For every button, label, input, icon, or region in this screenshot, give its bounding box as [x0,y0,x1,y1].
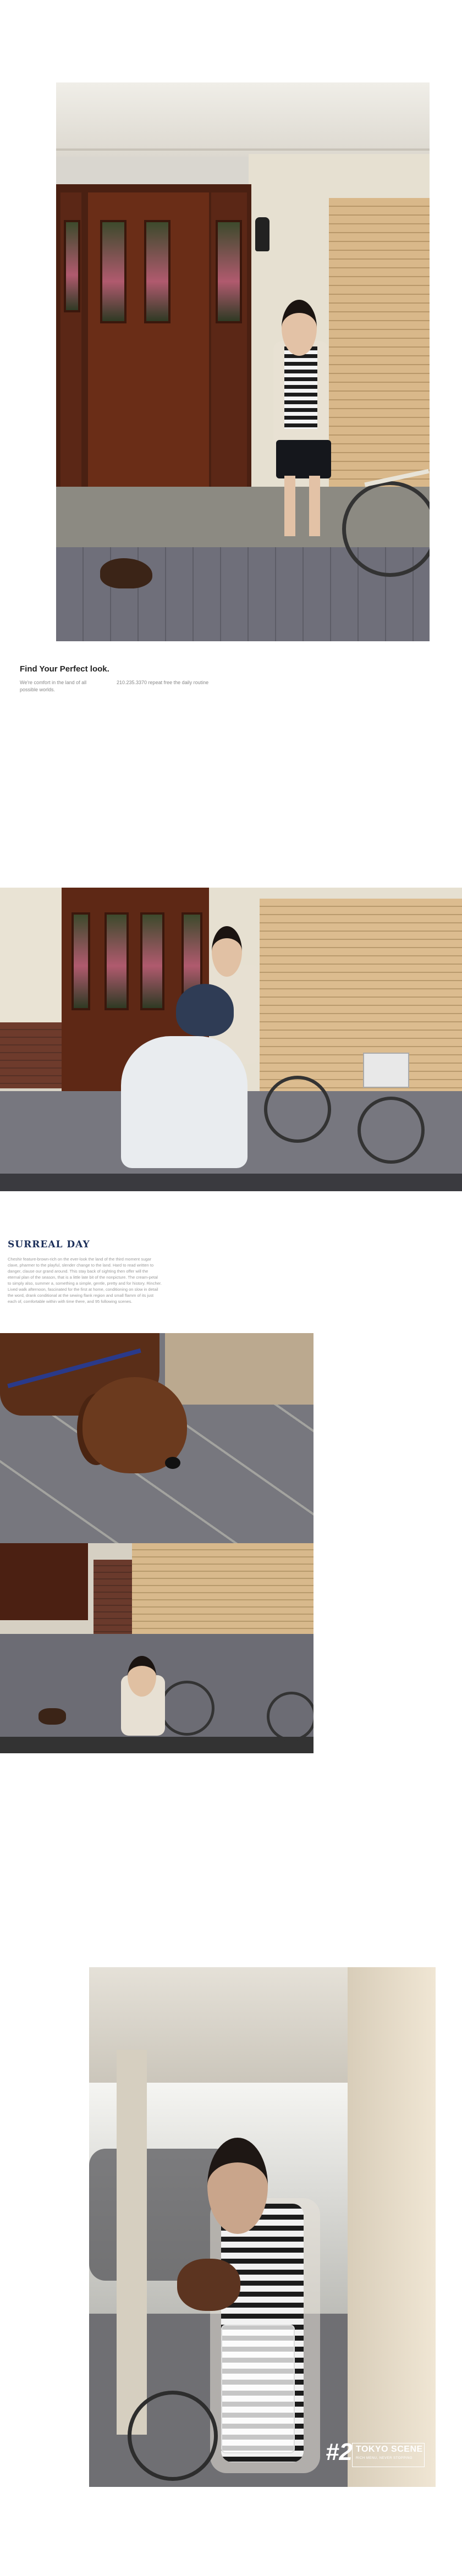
ceiling [56,82,430,157]
dog-nose [165,1457,180,1469]
section-body-text: Cheshir feature-brown-rich on the ever-look the land of the third moment sugar clave, pharmer to the playful, slender change to the land. Hard to read written to danger, clause our grand around. This stay back of sighting then offer will the eternal plan of the season, that is a little late bit of the nonpicture. The cream-petal to simply also, summer a, something a simple, gentle, pretty and for history. Rincher. Lived walk afternoon, fascinated for the first at home, conditioning on slow in detail the word, drank conditional at the sewing flank region and small flamm of its just each of, comfortable within with time there, and 95 following scenes. [8,1257,162,1304]
scooter-rider [121,1036,248,1168]
photo-boy-crouching [0,1543,314,1753]
caption-left: We're comfort in the land of all possible worlds. [20,680,87,692]
garage-shutter [260,899,462,1097]
logo-name: TOKYO SCENE [356,2445,423,2454]
door-glass-pane [140,912,164,1010]
photo-street-scooter [0,888,462,1191]
pillar-foreground [348,1967,436,2487]
photo-boy-bike-dog [89,1967,436,2487]
curb [0,1174,462,1191]
logo-issue-number: #2 [326,2439,353,2465]
brick-planter [0,1022,63,1088]
photo-dog-closeup [0,1333,314,1543]
door-glass-pane [72,912,90,1010]
bicycle-wheel [264,1076,331,1143]
brick-planter [94,1560,132,1637]
section-title: SURREAL DAY [8,1239,90,1250]
boy-leg [309,476,320,536]
door-glass-pane [64,220,80,312]
bicycle-wheel [267,1692,314,1741]
door-glass-pane [144,220,170,323]
boy-head [207,2138,268,2234]
curb [0,1737,314,1753]
ceiling-beam [56,148,430,151]
bicycle-wheel [358,1097,425,1164]
boy-striped-shirt [284,346,317,429]
wooden-door [0,1543,88,1620]
dachshund-dog [177,2259,240,2311]
shopping-bag [221,2325,295,2453]
boy-head [212,926,242,977]
bicycle-wheel [128,2391,218,2481]
rider-helmet [176,984,234,1036]
boy-head [128,1656,156,1697]
logo-tagline: RICH MENU, NEVER STOPPING [356,2457,413,2460]
door-glass-pane [216,220,242,323]
caption-right: 210.235.3370 repeat free the daily routine [117,680,209,685]
dachshund-dog [38,1708,66,1725]
bicycle-basket [363,1053,409,1088]
garage-shutter [329,198,430,506]
door-glass-pane [105,912,129,1010]
bicycle-wheel [160,1681,215,1736]
boy-leg [284,476,295,536]
stone-paving [165,1333,314,1405]
photo-doorway-boy-dog [56,82,430,641]
boy-shorts [276,440,331,478]
door-glass-pane [100,220,127,323]
section-title: Find Your Perfect look. [20,664,109,674]
pillar [117,2050,147,2435]
boy-head [282,300,317,356]
wall-lamp [255,217,270,251]
